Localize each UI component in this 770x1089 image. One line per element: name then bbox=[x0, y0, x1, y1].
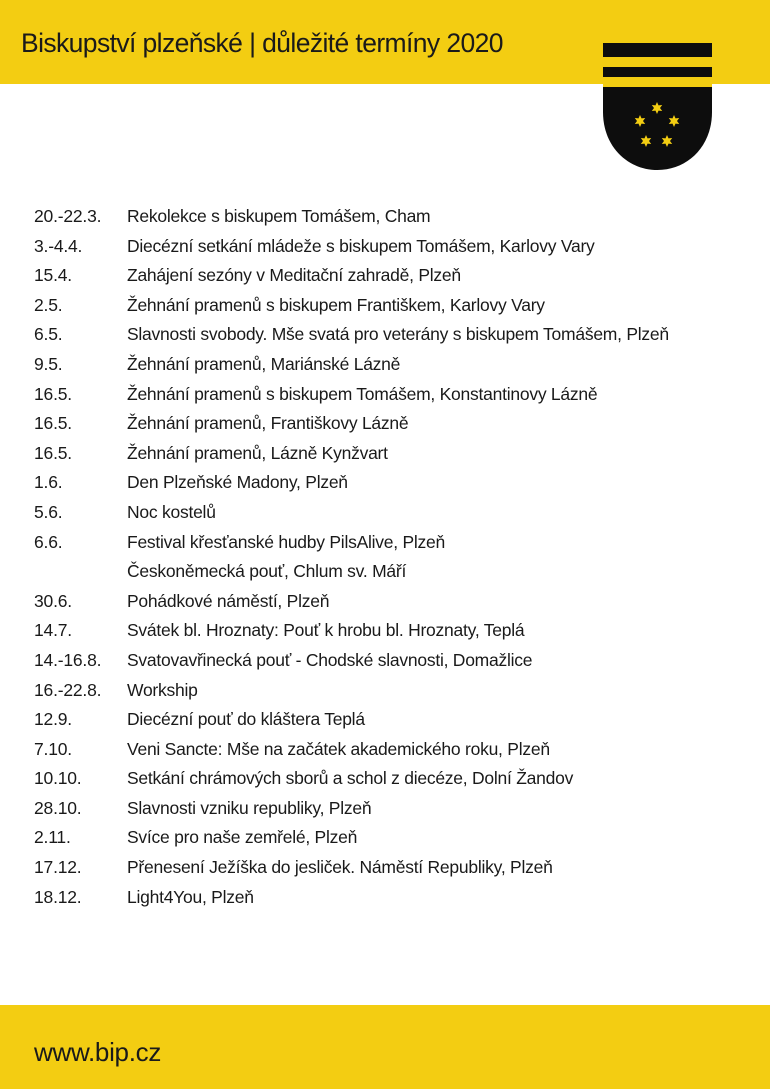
event-date: 14.-16.8. bbox=[34, 649, 102, 670]
event-date: 18.12. bbox=[34, 886, 82, 907]
event-row bbox=[34, 409, 754, 439]
event-date: 20.-22.3. bbox=[34, 206, 102, 226]
coat-of-arms-shield-icon bbox=[602, 42, 713, 171]
event-row bbox=[34, 439, 754, 469]
event-description: Žehnání pramenů, Lázně Kynžvart bbox=[127, 442, 388, 463]
event-date: 16.5. bbox=[34, 442, 72, 463]
event-row bbox=[34, 823, 754, 853]
event-description: Festival křesťanské hudby PilsAlive, Plzeň bbox=[127, 531, 446, 552]
event-description: Českoněmecká pouť, Chlum sv. Máří bbox=[127, 561, 407, 582]
event-date: 5.6. bbox=[34, 501, 63, 522]
event-row bbox=[34, 587, 754, 617]
website-link[interactable]: www.bip.cz bbox=[34, 1037, 162, 1067]
event-date: 12.9. bbox=[34, 709, 72, 730]
event-row bbox=[34, 764, 754, 794]
event-description: Zahájení sezóny v Meditační zahradě, Plzeň bbox=[127, 265, 461, 286]
event-description: Žehnání pramenů s biskupem Tomášem, Konstantinovy Lázně bbox=[127, 383, 598, 404]
event-date: 2.11. bbox=[34, 827, 71, 848]
event-row bbox=[34, 468, 754, 498]
event-description: Veni Sancte: Mše na začátek akademického roku, Plzeň bbox=[127, 738, 550, 759]
event-description: Svatovavřinecká pouť - Chodské slavnosti, Domažlice bbox=[127, 649, 533, 670]
event-date: 1.6. bbox=[34, 472, 63, 493]
event-row bbox=[34, 705, 754, 735]
event-description: Diecézní setkání mládeže s biskupem Tomášem, Karlovy Vary bbox=[127, 235, 595, 256]
events-list bbox=[34, 202, 754, 912]
event-row bbox=[34, 202, 754, 232]
event-date: 3.-4.4. bbox=[34, 235, 83, 256]
event-description: Žehnání pramenů, Mariánské Lázně bbox=[127, 353, 401, 374]
event-date: 7.10. bbox=[34, 738, 72, 759]
event-date: 16.5. bbox=[34, 383, 72, 404]
event-description: Light4You, Plzeň bbox=[127, 886, 254, 907]
event-description: Setkání chrámových sborů a schol z diecéze, Dolní Žandov bbox=[127, 768, 574, 789]
event-description: Pohádkové náměstí, Plzeň bbox=[127, 590, 330, 611]
event-date: 14.7. bbox=[34, 620, 72, 641]
event-description: Diecézní pouť do kláštera Teplá bbox=[127, 709, 365, 730]
event-row bbox=[34, 528, 754, 558]
event-row bbox=[34, 291, 754, 321]
event-date: 28.10. bbox=[34, 797, 82, 818]
event-description: Svíce pro naše zemřelé, Plzeň bbox=[127, 827, 358, 848]
shield-stripe-bottom bbox=[603, 77, 712, 87]
event-row bbox=[34, 676, 754, 706]
event-row bbox=[34, 498, 754, 528]
event-date: 2.5. bbox=[34, 294, 63, 315]
event-date: 16.-22.8. bbox=[34, 679, 102, 700]
event-row bbox=[34, 735, 754, 765]
event-date: 6.5. bbox=[34, 324, 63, 345]
event-description: Slavnosti svobody. Mše svatá pro veterány s biskupem Tomášem, Plzeň bbox=[127, 324, 669, 345]
event-date: 17.12. bbox=[34, 857, 82, 878]
event-row bbox=[34, 350, 754, 380]
event-description: Den Plzeňské Madony, Plzeň bbox=[127, 472, 348, 493]
event-description: Slavnosti vzniku republiky, Plzeň bbox=[127, 797, 372, 818]
event-row bbox=[34, 646, 754, 676]
event-description: Žehnání pramenů s biskupem Františkem, Karlovy Vary bbox=[127, 294, 545, 315]
event-row bbox=[34, 232, 754, 262]
event-description: Žehnání pramenů, Františkovy Lázně bbox=[127, 413, 409, 434]
event-row bbox=[34, 616, 754, 646]
shield-stripe-top bbox=[603, 57, 712, 67]
event-row bbox=[34, 261, 754, 291]
event-row bbox=[34, 794, 754, 824]
event-date: 9.5. bbox=[34, 353, 63, 374]
event-row bbox=[34, 557, 754, 587]
event-description: Noc kostelů bbox=[127, 501, 216, 522]
footer-bar bbox=[0, 1005, 770, 1089]
event-row bbox=[34, 883, 754, 913]
event-description: Workship bbox=[127, 679, 198, 700]
event-row bbox=[34, 320, 754, 350]
event-row bbox=[34, 853, 754, 883]
event-description: Svátek bl. Hroznaty: Pouť k hrobu bl. Hroznaty, Teplá bbox=[127, 620, 525, 641]
event-date: 10.10. bbox=[34, 768, 82, 789]
event-date: 6.6. bbox=[34, 531, 63, 552]
page-title: Biskupství plzeňské | důležité termíny 2020 bbox=[21, 28, 503, 58]
event-description: Přenesení Ježíška do jesliček. Náměstí Republiky, Plzeň bbox=[127, 857, 553, 878]
event-row bbox=[34, 380, 754, 410]
event-description: Rekolekce s biskupem Tomášem, Cham bbox=[127, 206, 431, 226]
event-date: 15.4. bbox=[34, 265, 72, 286]
event-date: 16.5. bbox=[34, 413, 72, 434]
event-date: 30.6. bbox=[34, 590, 72, 611]
